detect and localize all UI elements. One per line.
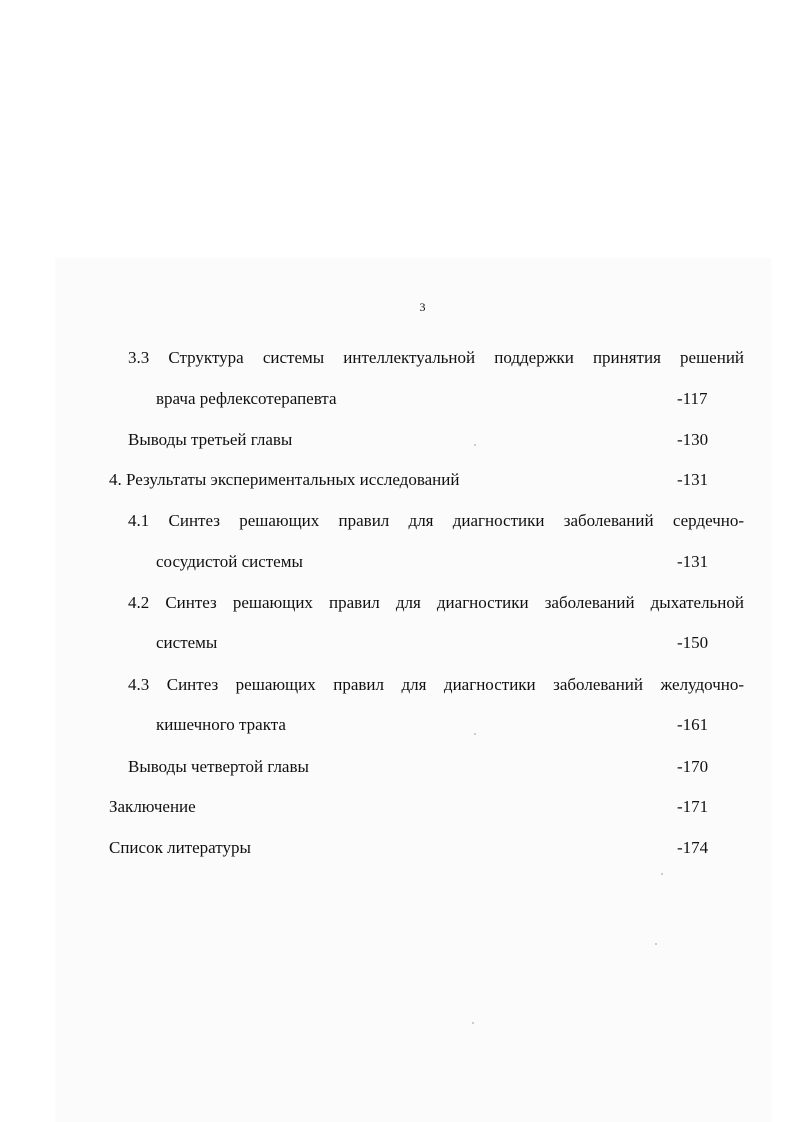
toc-entry-conclusion: Заключение bbox=[109, 797, 196, 816]
toc-entry-references-page: -174 bbox=[677, 838, 709, 857]
toc-entry-4-2-page: -150 bbox=[677, 633, 709, 652]
toc-entry-4-1-page: -131 bbox=[677, 552, 709, 571]
toc-entry-number: 4.3 bbox=[128, 675, 150, 694]
toc-entry-references: Список литературы bbox=[109, 838, 251, 857]
toc-entry-number: 3.3 bbox=[128, 348, 150, 367]
toc-entry-title: Структура системы интеллектуальной поддержки принятия решений bbox=[168, 348, 745, 367]
scan-speck bbox=[472, 1022, 474, 1024]
toc-entry-chapter-4: 4. Результаты экспериментальных исследований bbox=[109, 470, 460, 489]
toc-entry-conclusions-ch3-page: -130 bbox=[677, 430, 709, 449]
page-number: 3 bbox=[419, 300, 426, 314]
toc-entry-title: Синтез решающих правил для диагностики заболеваний желудочно- bbox=[166, 675, 744, 694]
toc-entry-title: Синтез решающих правил для диагностики заболеваний сердечно- bbox=[168, 511, 744, 530]
toc-entry-title: Синтез решающих правил для диагностики заболеваний дыхательной bbox=[165, 593, 745, 612]
toc-entry-4-2-line1 bbox=[128, 593, 744, 613]
toc-entry-4-3-page: -161 bbox=[677, 715, 709, 734]
toc-entry-number: 4.2 bbox=[128, 593, 150, 612]
toc-entry-3-3-page: -117 bbox=[677, 389, 708, 408]
scan-speck bbox=[661, 873, 663, 875]
toc-entry-4-1-line1 bbox=[128, 511, 744, 531]
toc-entry-4-1-line2: сосудистой системы bbox=[156, 552, 303, 571]
toc-entry-4-3-line1 bbox=[128, 675, 744, 695]
toc-entry-conclusions-ch4-page: -170 bbox=[677, 757, 709, 776]
toc-entry-4-3-line2: кишечного тракта bbox=[156, 715, 286, 734]
toc-entry-3-3-line1 bbox=[128, 348, 744, 368]
toc-entry-conclusions-ch4: Выводы четвертой главы bbox=[128, 757, 309, 776]
toc-entry-conclusion-page: -171 bbox=[677, 797, 709, 816]
scan-speck bbox=[474, 444, 476, 446]
scan-speck bbox=[474, 733, 476, 735]
scan-speck bbox=[655, 943, 657, 945]
toc-entry-number: 4.1 bbox=[128, 511, 150, 530]
toc-entry-chapter-4-page: -131 bbox=[677, 470, 709, 489]
toc-entry-conclusions-ch3: Выводы третьей главы bbox=[128, 430, 293, 449]
toc-entry-3-3-line2: врача рефлексотерапевта bbox=[156, 389, 337, 408]
toc-entry-4-2-line2: системы bbox=[156, 633, 218, 652]
